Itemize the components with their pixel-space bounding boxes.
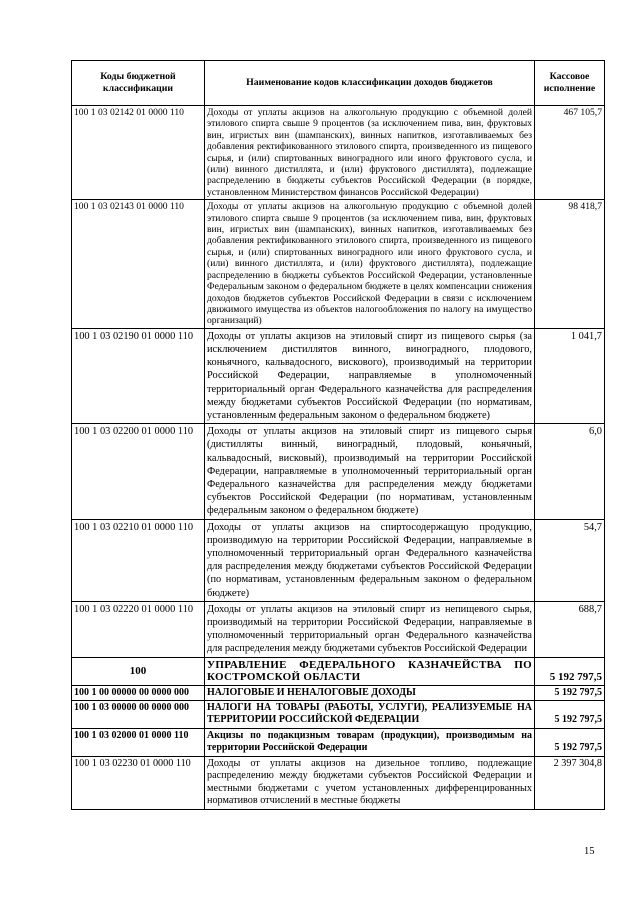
table-row bbox=[72, 200, 605, 328]
row-code: 100 1 03 02230 01 0000 110 bbox=[72, 756, 205, 809]
row-code: 100 1 03 02220 01 0000 110 bbox=[72, 601, 205, 657]
row-description: Доходы от уплаты акцизов на алкогольную продукцию с объемной долей этилового спирта свыше 9 процентов (за исключением пива, вин, фруктовых вин, игристых вин (шампанских), винных напитков, изготавливаемых без добавления ректификованного этилового спирта, произведенного из пищевого сырья, и (или) спиртованных виноградного или иного фруктового сусла, и (или) винного дистиллята, и (или) фруктового дистиллята), подлежащие распределению в бюджеты субъектов Российской Федерации (в порядке, установленном Министерством финансов Российской Федерации) bbox=[205, 106, 535, 200]
row-amount: 5 192 797,5 bbox=[535, 700, 605, 728]
table-row-total bbox=[72, 700, 605, 728]
row-description: НАЛОГИ НА ТОВАРЫ (РАБОТЫ, УСЛУГИ), РЕАЛИЗУЕМЫЕ НА ТЕРРИТОРИИ РОССИЙСКОЙ ФЕДЕРАЦИИ bbox=[205, 700, 535, 728]
table-row bbox=[72, 328, 605, 423]
row-code: 100 1 03 02143 01 0000 110 bbox=[72, 200, 205, 328]
row-amount: 467 105,7 bbox=[535, 106, 605, 200]
table-row bbox=[72, 519, 605, 601]
table-row bbox=[72, 601, 605, 657]
row-description: Доходы от уплаты акцизов на этиловый спирт из пищевого сырья (за исключением дистиллятов винного, виноградного, плодового, коньячного, кальвадосного, вискового), производимый на территории Российской Федерации, направляемые в уполномоченный территориальный орган Федерального казначейства для распределения между бюджетами субъектов Российской Федерации (по нормативам, установленным федеральным законом о федеральном бюджете) bbox=[205, 328, 535, 423]
row-amount: 688,7 bbox=[535, 601, 605, 657]
row-amount: 6,0 bbox=[535, 424, 605, 519]
row-amount: 54,7 bbox=[535, 519, 605, 601]
header-amount: Кассовое исполнение bbox=[535, 61, 605, 106]
row-code: 100 1 03 02000 01 0000 110 bbox=[72, 728, 205, 756]
table-row-section-header bbox=[72, 657, 605, 685]
row-description: Доходы от уплаты акцизов на этиловый спирт из непищевого сырья, производимый на территории Российской Федерации, направляемые в уполномоченный территориальный орган Федерального казначейства для распределения между бюджетами субъектов Российской Федерации bbox=[205, 601, 535, 657]
row-amount: 5 192 797,5 bbox=[535, 685, 605, 700]
row-code: 100 1 03 00000 00 0000 000 bbox=[72, 700, 205, 728]
revenue-classification-table bbox=[71, 60, 605, 810]
row-description: Доходы от уплаты акцизов на спиртосодержащую продукцию, производимую на территории Российской Федерации, направляемые в уполномоченный территориальный орган Федерального казначейства для распределения между бюджетами субъектов Российской Федерации (по нормативам, установленным федеральным законом о федеральном бюджете) bbox=[205, 519, 535, 601]
row-code: 100 1 00 00000 00 0000 000 bbox=[72, 685, 205, 700]
row-amount: 98 418,7 bbox=[535, 200, 605, 328]
row-description: Акцизы по подакцизным товарам (продукции), производимым на территории Российской Федерации bbox=[205, 728, 535, 756]
row-code: 100 bbox=[72, 657, 205, 685]
table-row-total bbox=[72, 728, 605, 756]
row-amount: 1 041,7 bbox=[535, 328, 605, 423]
row-code: 100 1 03 02200 01 0000 110 bbox=[72, 424, 205, 519]
row-description: Доходы от уплаты акцизов на дизельное топливо, подлежащие распределению между бюджетами субъектов Российской Федерации и местными бюджетами с учетом установленных дифференцированных нормативов отчислений в местные бюджеты bbox=[205, 756, 535, 809]
row-description: Доходы от уплаты акцизов на этиловый спирт из пищевого сырья (дистилляты винный, виноградный, плодовый, коньячный, кальвадосный, висковый), производимый на территории Российской Федерации, направляемые в уполномоченный территориальный орган Федерального казначейства для распределения между бюджетами субъектов Российской Федерации (по нормативам, установленным федеральным законом о федеральном бюджете) bbox=[205, 424, 535, 519]
table-row bbox=[72, 756, 605, 809]
row-amount: 2 397 304,8 bbox=[535, 756, 605, 809]
table-row-total bbox=[72, 685, 605, 700]
header-code: Коды бюджетной классификации bbox=[72, 61, 205, 106]
row-amount: 5 192 797,5 bbox=[535, 728, 605, 756]
header-name: Наименование кодов классификации доходов бюджетов bbox=[205, 61, 535, 106]
row-code: 100 1 03 02190 01 0000 110 bbox=[72, 328, 205, 423]
table-row bbox=[72, 106, 605, 200]
row-code: 100 1 03 02142 01 0000 110 bbox=[72, 106, 205, 200]
row-description: Доходы от уплаты акцизов на алкогольную продукцию с объемной долей этилового спирта свыше 9 процентов (за исключением пива, вин, фруктовых вин, игристых вин (шампанских), винных напитков, изготавливаемых без добавления ректификованного этилового спирта, произведенного из пищевого сырья, и (или) спиртованных виноградного или иного фруктового сусла, и (или) винного дистиллята, и (или) фруктового дистиллята), подлежащие распределению в бюджеты субъектов Российской Федерации, установленные Федеральным законом о федеральном бюджете в целях компенсации снижения доходов бюджетов субъектов Российской Федерации в связи с исключением движимого имущества из объектов налогообложения по налогу на имущество организаций) bbox=[205, 200, 535, 328]
row-amount: 5 192 797,5 bbox=[535, 657, 605, 685]
row-description: НАЛОГОВЫЕ И НЕНАЛОГОВЫЕ ДОХОДЫ bbox=[205, 685, 535, 700]
row-description: УПРАВЛЕНИЕ ФЕДЕРАЛЬНОГО КАЗНАЧЕЙСТВА ПО КОСТРОМСКОЙ ОБЛАСТИ bbox=[205, 657, 535, 685]
row-code: 100 1 03 02210 01 0000 110 bbox=[72, 519, 205, 601]
page-number: 15 bbox=[584, 846, 595, 857]
table-row bbox=[72, 424, 605, 519]
table-header-row bbox=[72, 61, 605, 106]
